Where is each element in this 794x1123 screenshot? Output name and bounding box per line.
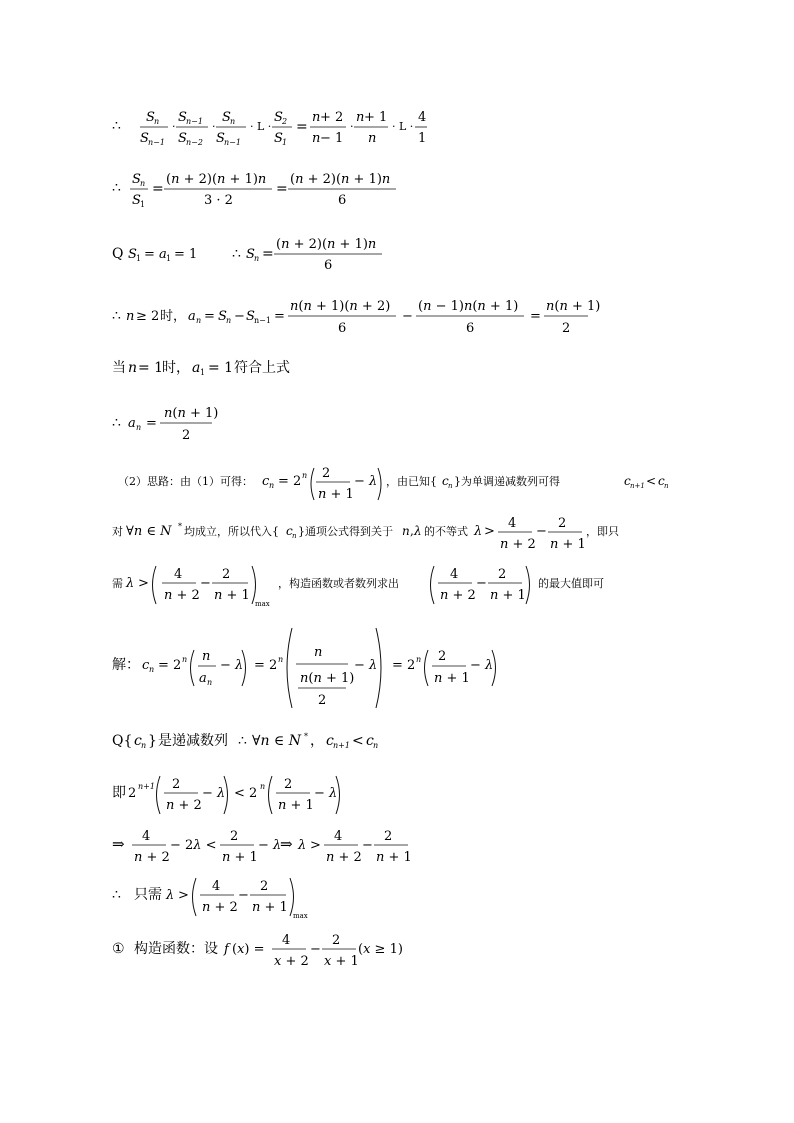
svg-text:n + 2: n + 2 [164, 588, 200, 603]
svg-text:n(n + 1): n(n + 1) [300, 671, 355, 686]
svg-text:n: n [136, 423, 142, 432]
sn-over-s1-svg [112, 166, 402, 210]
svg-text:n: n [202, 649, 211, 664]
svg-text:n: n [368, 131, 377, 146]
svg-text:S: S [246, 309, 255, 324]
check-n1-svg [112, 358, 332, 378]
equation-an-general [112, 293, 601, 339]
svg-text:c: c [134, 733, 142, 749]
svg-text:n: n [260, 782, 266, 791]
svg-text:c: c [262, 474, 270, 489]
svg-text:}为单调递减数列可得: }为单调递减数列可得 [454, 475, 560, 488]
svg-text:c: c [286, 524, 293, 538]
svg-text:n−2: n−2 [186, 138, 203, 147]
svg-text:Q{: Q{ [112, 733, 133, 749]
svg-text:= 2: = 2 [254, 658, 278, 673]
svg-text:n: n [141, 741, 147, 750]
svg-text:解：: 解： [112, 657, 140, 673]
svg-text:n + 1: n + 1 [550, 537, 586, 552]
svg-text:构造函数：设: 构造函数：设 [134, 941, 218, 957]
svg-text:− λ: − λ [470, 658, 494, 673]
solution-cn-svg [112, 624, 512, 710]
svg-text:符合上式: 符合上式 [234, 360, 290, 376]
svg-text:6: 6 [324, 258, 333, 273]
svg-text:n + 2: n + 2 [134, 850, 170, 865]
solution-decreasing-svg [112, 730, 412, 752]
svg-text:=: = [530, 309, 541, 324]
svg-text:n + 2: n + 2 [500, 537, 536, 552]
svg-text:n: n [140, 179, 146, 188]
svg-text:a: a [188, 309, 196, 324]
svg-text:n: n [182, 655, 188, 664]
svg-text:}通项公式得到关于: }通项公式得到关于 [298, 525, 393, 538]
svg-text:(n + 2)(n + 1)n: (n + 2)(n + 1)n [166, 172, 267, 187]
svg-text:n−1: n−1 [148, 138, 165, 147]
svg-text:λ: λ [474, 524, 483, 539]
svg-text:6: 6 [338, 321, 347, 336]
svg-text:,: , [410, 524, 414, 538]
svg-text:4: 4 [450, 567, 459, 582]
svg-text:4: 4 [174, 567, 183, 582]
svg-text:(n + 2)(n + 1)n: (n + 2)(n + 1)n [290, 172, 391, 187]
svg-text:n: n [254, 254, 260, 263]
svg-text:c: c [142, 658, 150, 673]
svg-text:4: 4 [334, 829, 343, 844]
svg-text:λ: λ [298, 838, 307, 853]
svg-text:均成立，所以代入{: 均成立，所以代入{ [184, 525, 279, 538]
svg-text:1: 1 [418, 131, 427, 146]
svg-text:S: S [132, 193, 141, 208]
svg-text:+ 2: + 2 [320, 110, 344, 125]
svg-text:对: 对 [112, 525, 123, 538]
svg-text:6: 6 [466, 321, 475, 336]
svg-text:∴: ∴ [238, 733, 247, 749]
svg-text:S: S [146, 110, 155, 125]
svg-text:是递减数列: 是递减数列 [158, 733, 228, 749]
svg-text:n: n [302, 471, 308, 480]
svg-text:− λ: − λ [354, 474, 378, 489]
part2-line1-svg [112, 460, 682, 506]
svg-text:>: > [484, 524, 495, 539]
svg-text:n: n [230, 117, 236, 126]
part2-line2-svg [112, 510, 682, 556]
solution-inequality [112, 770, 352, 816]
svg-text:· L ·: · L · [250, 120, 272, 133]
svg-text:n(n + 1): n(n + 1) [164, 406, 219, 421]
svg-text:= 2: = 2 [158, 658, 182, 673]
svg-text:n(n + 1)(n + 2): n(n + 1)(n + 2) [290, 299, 391, 314]
svg-text:−: − [402, 309, 413, 324]
svg-text:4: 4 [142, 829, 151, 844]
svg-text:∴: ∴ [112, 118, 121, 134]
svg-text:1: 1 [166, 254, 172, 263]
svg-text:的最大值即可: 的最大值即可 [538, 577, 604, 590]
svg-text:x + 1: x + 1 [324, 954, 359, 969]
svg-text:−: − [200, 576, 211, 591]
equation-ratio-product [112, 104, 432, 148]
equation-sn-over-s1 [112, 166, 402, 210]
svg-text:·: · [212, 120, 216, 133]
svg-text:n + 1: n + 1 [278, 798, 314, 813]
svg-text:n + 2: n + 2 [326, 850, 362, 865]
svg-text:(x ≥ 1): (x ≥ 1) [358, 942, 403, 957]
svg-text:− λ: − λ [314, 786, 338, 801]
svg-text:需: 需 [112, 577, 123, 590]
sn-result-svg [112, 231, 392, 275]
svg-text:Q: Q [112, 246, 124, 262]
svg-text:=: = [204, 309, 215, 324]
svg-text:时，: 时， [160, 309, 187, 324]
svg-text:=: = [262, 246, 274, 262]
svg-text:，: ， [310, 733, 324, 749]
svg-text:2: 2 [558, 516, 567, 531]
ratio-product-svg [112, 104, 432, 148]
svg-text:= a: = a [144, 247, 167, 262]
svg-text:S: S [178, 110, 187, 125]
svg-text:=: = [296, 119, 308, 135]
svg-text:n: n [416, 655, 422, 664]
svg-text:n: n [312, 131, 321, 146]
svg-text:∴: ∴ [232, 246, 241, 262]
svg-text:1: 1 [140, 200, 146, 209]
svg-text:*: * [178, 522, 182, 531]
svg-text:n−1: n−1 [186, 117, 203, 126]
svg-text:x + 2: x + 2 [274, 954, 309, 969]
svg-text:n: n [149, 665, 155, 674]
svg-text:n: n [664, 482, 669, 490]
svg-text:只需: 只需 [134, 887, 162, 903]
svg-text:λ: λ [414, 524, 422, 538]
svg-text:时，: 时， [162, 360, 190, 376]
svg-text:c: c [658, 474, 665, 488]
svg-text:S: S [218, 309, 227, 324]
svg-text:max: max [293, 912, 308, 920]
svg-text:f: f [224, 942, 229, 957]
svg-text:+ 1: + 1 [364, 110, 388, 125]
part2-line3-svg [112, 560, 632, 610]
svg-text:n + 2: n + 2 [440, 588, 476, 603]
svg-text:n + 2: n + 2 [202, 900, 238, 915]
svg-text:的不等式: 的不等式 [424, 525, 468, 538]
svg-text:S: S [140, 131, 149, 146]
svg-text:·: · [350, 120, 354, 133]
part2-thought-line3 [112, 560, 632, 610]
svg-text:=: = [276, 181, 288, 197]
svg-text:< 2: < 2 [234, 786, 258, 801]
svg-text:∴: ∴ [112, 308, 121, 324]
svg-text:1: 1 [136, 254, 142, 263]
solution-implication [112, 822, 422, 868]
svg-text:= 2: = 2 [392, 658, 416, 673]
svg-text:n + 1: n + 1 [214, 588, 250, 603]
svg-text:a: a [128, 416, 136, 431]
svg-text:= 1: = 1 [138, 360, 164, 376]
svg-text:>: > [138, 576, 149, 591]
equation-an-final [112, 400, 232, 446]
solution-cn-formula [112, 624, 512, 710]
svg-text:−: − [238, 888, 249, 903]
svg-text:∴: ∴ [112, 180, 121, 196]
svg-text:− λ: − λ [202, 786, 226, 801]
svg-text:c: c [624, 474, 631, 488]
svg-text:1: 1 [200, 368, 206, 377]
svg-text:2: 2 [562, 321, 571, 336]
svg-text:，由已知{: ，由已知{ [386, 475, 437, 488]
svg-text:n: n [448, 482, 453, 490]
svg-text:n + 1: n + 1 [490, 588, 526, 603]
part2-thought-line1 [112, 460, 682, 506]
svg-text:n+1: n+1 [630, 482, 645, 490]
svg-text:c: c [442, 474, 449, 488]
svg-text:}: } [148, 733, 157, 749]
svg-text:= 2: = 2 [278, 474, 302, 489]
svg-text:2: 2 [172, 777, 181, 792]
svg-text:a: a [199, 671, 207, 686]
svg-text:1: 1 [282, 138, 288, 147]
svg-text:n: n [402, 524, 410, 538]
svg-text:n: n [314, 645, 323, 660]
svg-text:∀n ∈ N: ∀n ∈ N [126, 524, 172, 539]
svg-text:−: − [476, 576, 487, 591]
svg-text:n + 2: n + 2 [166, 798, 202, 813]
svg-text:n: n [226, 316, 232, 325]
svg-text:即: 即 [112, 785, 126, 801]
svg-text:n: n [269, 481, 275, 490]
svg-text:2: 2 [498, 567, 507, 582]
svg-text:n−1: n−1 [224, 138, 241, 147]
solution-only-need-svg [112, 872, 322, 922]
svg-text:①: ① [112, 941, 125, 957]
svg-text:=: = [274, 309, 285, 324]
svg-text:当: 当 [112, 360, 126, 376]
svg-text:a: a [192, 360, 201, 376]
svg-text:2: 2 [322, 466, 331, 481]
svg-text:n: n [126, 309, 135, 324]
svg-text:>: > [310, 838, 321, 853]
svg-text:−: − [536, 524, 547, 539]
svg-text:= 1: = 1 [174, 247, 198, 262]
svg-text:∀n ∈ N: ∀n ∈ N [252, 733, 301, 749]
svg-text:max: max [255, 600, 270, 608]
solution-implication-svg [112, 822, 422, 868]
svg-text:(n + 2)(n + 1)n: (n + 2)(n + 1)n [276, 237, 377, 252]
svg-text:2: 2 [332, 933, 341, 948]
svg-text:c: c [366, 733, 374, 749]
svg-text:∴: ∴ [112, 887, 121, 903]
svg-text:n: n [373, 741, 379, 750]
part2-thought-line2 [112, 510, 682, 556]
svg-text:2: 2 [182, 428, 191, 443]
svg-text:2: 2 [260, 879, 269, 894]
svg-text:n + 1: n + 1 [376, 850, 412, 865]
svg-text:n: n [278, 655, 284, 664]
svg-text:S: S [132, 172, 141, 187]
svg-text:*: * [304, 732, 308, 741]
svg-text:− 2λ <: − 2λ < [170, 838, 217, 853]
solution-construct-svg [112, 926, 412, 972]
svg-text:4: 4 [418, 110, 427, 125]
svg-text:n: n [356, 110, 365, 125]
svg-text:2: 2 [438, 649, 447, 664]
svg-text:− λ: − λ [354, 658, 378, 673]
svg-text:4: 4 [212, 879, 221, 894]
svg-text:>: > [178, 888, 189, 903]
svg-text:=: = [146, 416, 157, 431]
svg-text:S: S [246, 247, 255, 262]
svg-text:λ: λ [166, 888, 175, 903]
svg-text:S: S [274, 110, 283, 125]
svg-text:− λ: − λ [258, 838, 282, 853]
solution-only-need [112, 872, 322, 922]
svg-text:S: S [222, 110, 231, 125]
svg-text:(x) =: (x) = [232, 942, 265, 957]
svg-text:2: 2 [384, 829, 393, 844]
svg-text:=: = [152, 181, 164, 197]
equation-sn-result [112, 231, 392, 275]
svg-text:S: S [274, 131, 283, 146]
an-final-svg [112, 400, 232, 446]
svg-text:n−1: n−1 [254, 316, 271, 325]
svg-text:2: 2 [222, 567, 231, 582]
svg-text:(n − 1)n(n + 1): (n − 1)n(n + 1) [418, 299, 519, 314]
svg-text:S: S [178, 131, 187, 146]
svg-text:2: 2 [318, 693, 327, 708]
svg-text:n + 1: n + 1 [222, 850, 258, 865]
svg-text:，即只: ，即只 [586, 525, 619, 538]
svg-text:n: n [196, 316, 202, 325]
svg-text:S: S [216, 131, 225, 146]
svg-text:<: < [352, 733, 364, 749]
svg-text:n: n [292, 532, 297, 540]
an-general-svg [112, 293, 601, 339]
svg-text:4: 4 [508, 516, 517, 531]
svg-text:2: 2 [284, 777, 293, 792]
svg-text:≥ 2: ≥ 2 [136, 309, 160, 324]
svg-text:n: n [154, 117, 160, 126]
svg-text:n: n [312, 110, 321, 125]
svg-text:2: 2 [128, 786, 137, 801]
svg-text:<: < [646, 474, 657, 488]
svg-text:n(n + 1): n(n + 1) [546, 299, 601, 314]
svg-text:，构造函数或者数列求出: ，构造函数或者数列求出 [278, 577, 399, 590]
svg-text:−: − [234, 309, 245, 324]
svg-text:6: 6 [338, 193, 347, 208]
svg-text:−: − [362, 838, 373, 853]
svg-text:n + 1: n + 1 [434, 671, 470, 686]
svg-text:= 1: = 1 [208, 360, 234, 376]
svg-text:n: n [128, 360, 138, 376]
check-n-equals-1 [112, 358, 332, 378]
svg-text:⇒: ⇒ [112, 835, 125, 853]
svg-text:⇒: ⇒ [280, 835, 293, 853]
svg-text:2: 2 [282, 117, 288, 126]
svg-text:3 · 2: 3 · 2 [204, 193, 233, 208]
svg-text:S: S [128, 247, 137, 262]
svg-text:λ: λ [126, 576, 135, 591]
solution-inequality-svg [112, 770, 352, 816]
svg-text:n + 1: n + 1 [252, 900, 288, 915]
svg-text:− 1: − 1 [320, 131, 344, 146]
solution-construct-function [112, 926, 412, 972]
svg-text:n: n [207, 678, 213, 687]
svg-text:（2）思路：由（1）可得：: （2）思路：由（1）可得： [118, 475, 253, 488]
solution-decreasing [112, 730, 412, 752]
svg-text:∴: ∴ [112, 415, 121, 431]
svg-text:− λ: − λ [220, 658, 244, 673]
svg-text:n+1: n+1 [333, 741, 350, 750]
svg-text:· L ·: · L · [392, 120, 414, 133]
svg-text:2: 2 [230, 829, 239, 844]
svg-text:n + 1: n + 1 [318, 487, 354, 502]
svg-text:n+1: n+1 [138, 782, 155, 791]
svg-text:c: c [326, 733, 334, 749]
svg-text:4: 4 [282, 933, 291, 948]
svg-text:−: − [310, 942, 321, 957]
svg-text:·: · [172, 120, 176, 133]
